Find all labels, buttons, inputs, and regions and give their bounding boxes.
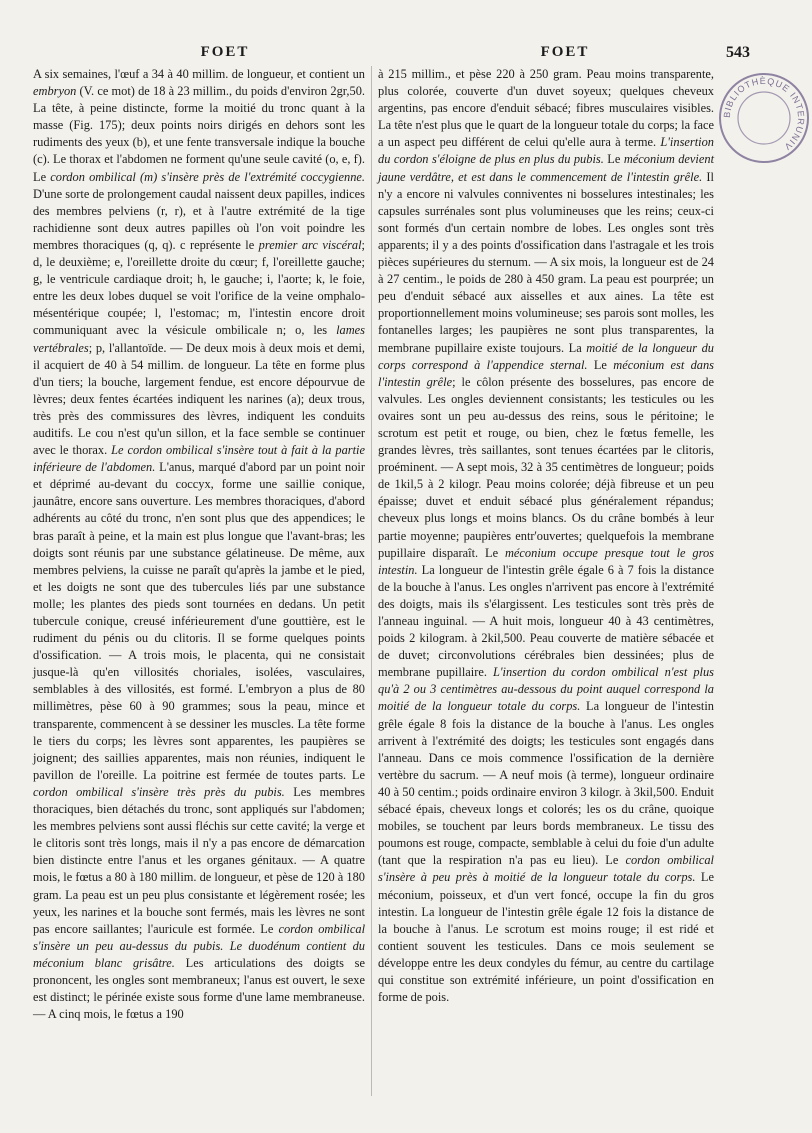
right-paragraph — [378, 66, 714, 1006]
text-run: ; p, l'allantoïde. — De deux mois à deux mois et demi, il acquiert de 40 à 54 millim. de longueur. La tête en forme plus d'un tiers; la bouche, largement fendue, est encore dépourvue de lèvres; deux fentes écartées indiquent les narines (a); deux trous, très près des commissures des lèvres, indiquent les conduits auditifs. Le cou n'est qu'un sillon, et la face semble se continuer avec le thorax. — [33, 340, 365, 458]
text-run: D'une sorte de prolongement caudal naissent deux papilles, indices des membres pelviens (r, r), et à l'autre extrémité de la tige rachidienne sont deux autres papilles où l'on voit poindre les membres thoraciques (q, q). c représente le — [33, 186, 365, 252]
emphasis-run: méconium occupe presque tout le gros intestin. — [378, 545, 714, 577]
text-run: à 215 millim., et pèse 220 à 250 gram. Peau moins transparente, plus colorée, couverte d'un duvet soyeux; quelques cheveux argentins, pas encore d'enduit sébacé; fibres musculaires visibles. La tête n'est plus que le quart de la longueur totale du corps; la face a un aspect peu différent de celui qu'elle aura à terme. — [378, 67, 714, 150]
text-run: ; le côlon présente des bosselures, pas encore de valvules. Les ongles deviennent consistants; les testicules ou les ovaires sont un peu au-dessus des reins, sous le péritoine; le scrotum est petit et rouge, ou bien, chez le fœtus femelle, les grandes lèvres, très saillantes, sont tenues écartées par le clitoris, proéminent. — A sept mois, 32 à 35 centimètres de longueur; poids de 1kil,5 à 2 kilogr. Peau moins colorée; déjà fibreuse et un peu épaisse; duvet et enduit sébacé plus généralement répandus; cheveux plus longs et moins blancs. Os du crâne bombés à leur partie moyenne; paupières entr'ouvertes; quelquefois la membrane pupillaire disparaît. Le — [378, 374, 714, 560]
emphasis-run: méconium est dans l'intestin grêle — [378, 357, 714, 389]
text-run: Le — [603, 152, 624, 167]
text-run: La longueur de l'intestin grêle égale 6 à 7 fois la distance de la bouche à l'anus. Les ongles n'arrivent pas encore à l'extrémité des doigts, mais ils s'élargissent. Les testicules sont très près de l'anneau inguinal. — A huit mois, longueur 40 à 43 centimètres, poids 2 kilogram. à 2kil,500. Peau couverte de matière sébacée et de duvet; circonvolutions cérébrales bien dessinées; plus de membrane pupillaire. — [378, 562, 714, 680]
column-divider — [371, 66, 372, 1096]
page-number: 543 — [726, 44, 750, 61]
text-run: (V. ce mot) de 18 à 23 millim., du poids d'environ 2gr,50. La tête, à peine distincte, forme la moitié du tronc quant à la masse (Fig. 175); deux points noirs dirigés en dehors sont les rudiments des yeux (b), et une fente transversale indique la bouche (c). Le thorax et l'abdomen ne forment qu'une seule cavité (o, e, f). Le — [33, 84, 365, 184]
emphasis-run: cordon ombilical s'insère un peu au-dessus du pubis. Le duodénum contient du méconium blanc grisâtre. — [33, 921, 366, 970]
running-head-left: FOET — [200, 44, 250, 60]
emphasis-run: Le cordon ombilical s'insère tout à fait à la partie inférieure de l'abdomen. — [33, 443, 365, 475]
left-paragraph — [33, 66, 365, 1023]
text-run: Les membres thoraciques, bien détachés du tronc, sont appliqués sur l'abdomen; les membres pelviens sont aussi fléchis sur cette cavité; la verge et le clitoris sont très longs, mais il n'y a pas encore de démarcation bien distincte entre l'anus et les organes génitaux. — A quatre mois, le fœtus a 80 à 180 millim. de longueur, et pèse de 120 à 180 gram. La peau est un peu plus consistante et légèrement rosée; les yeux, les narines et la bouche sont fermés, mais les lèvres ne sont pas encore saillantes; l'auricule est formée. Le — [33, 784, 365, 936]
text-run: Le — [587, 357, 614, 372]
text-run: La longueur de l'intestin grêle égale 8 fois la distance de la bouche à l'anus. Les ongles arrivent à l'extrémité des doigts; les testicules sont engagés dans l'anneau. Dans ce mois commence l'ossification de la dernière vertèbre du sacrum. — A neuf mois (à terme), longueur ordinaire 40 à 50 centim.; poids ordinaire environ 3 kilogr. à 3kil,500. Enduit sébacé épais, cheveux longs et colorés; les os du crâne, quoique mobiles, se touchent par leurs bords membraneux. Le tissu des poumons est rouge, compacte, semblable à celui du foie d'un adulte (tant que la respiration n'a pas eu lieu). Le — [378, 699, 715, 868]
text-run: ; d, le deuxième; e, l'oreillette droite du cœur; f, l'oreillette gauche; g, le ventricule cardiaque droit; h, le gauche; i, l'aorte; k, le foie, entre les deux lobes duquel se voit l'orifice de la veine omphalo-mésentérique coupée; l, l'estomac; m, l'intestin encore droit communiquant avec la vésicule ombilicale n; o, les — [33, 237, 365, 338]
emphasis-run: cordon ombilical s'insère à peu près à moitié de la longueur totale du corps. — [378, 853, 715, 885]
left-column — [33, 66, 365, 1106]
text-run: L'anus, marqué d'abord par un point noir et déprimé au-devant du coccyx, forme une saillie conique, jaunâtre, encore sans ouverture. Les membres thoraciques, d'abord adhérents au côté du tronc, n'en sont plus que des appendices; le bras paraît à peine, et la main est plus longue que l'avant-bras; les doigts sont réunis par une substance gélatineuse. De même, aux membres pelviens, la cuisse ne paraît qu'après la jambe et le pied, et les doigts ne sont que des tubercules liés par une substance molle; les plantes des pieds sont tournées en dedans. Un petit tubercule conique, creusé inférieurement d'une gouttière, est le rudiment du pénis ou du clitoris. Il se forme quelques points d'ossification. — A trois mois, le placenta, qui ne consistait jusque-là qu'en villosités choriales, isolées, vasculaires, semblables à des villosités, est formé. L'embryon a plus de 80 millimètres, pèse 60 à 90 grammes; sous la peau, mince et transparente, commencent à se dessiner les muscles. La tête forme le tiers du corps; les lèvres sont apparentes, les paupières se joignent; des saillies apparentes, mais non réunies, indiquent le pavillon de l'oreille. La poitrine est fermée de toutes parts. Le — [33, 460, 366, 782]
emphasis-run: cordon ombilical (m) s'insère près de l'extrémité coccygienne. — [50, 169, 365, 184]
emphasis-run: lames vertébrales — [33, 323, 365, 355]
emphasis-run: embryon — [33, 84, 77, 99]
library-stamp — [716, 70, 812, 166]
right-column — [378, 66, 714, 1106]
running-head-right: FOET — [540, 44, 590, 60]
emphasis-run: méconium devient jaune verdâtre, et est dans le commencement de l'intestin grêle. — [378, 152, 715, 184]
text-run: Le méconium, poisseux, et d'un vert foncé, occupe la fin du gros intestin. La longueur de l'intestin grêle égale 12 fois la distance de la bouche à l'anus. Le scrotum est moins rouge; il est ridé et contient souvent les testicules. Dans ce mois seulement se développe entre les deux condyles du fémur, au centre du cartilage qui constitue son extrémité inférieure, un point d'ossification en forme de pois. — [378, 870, 714, 1005]
stamp-text: BIBLIOTHÈQUE INTERUNIV — [721, 75, 807, 153]
emphasis-run: cordon ombilical s'insère très près du pubis. — [33, 784, 285, 799]
emphasis-run: L'insertion du cordon s'éloigne de plus en plus du pubis. — [378, 135, 714, 167]
text-run: Il n'y a encore ni valvules conniventes ni bosselures intestinales; les capsules surrénales sont plus volumineuses que les reins; ceux-ci sont formés d'un certain nombre de lobes. Les ongles sont très apparents; il y a des points d'ossification dans l'astragale et les trois pièces supérieures du sternum. — A six mois, la longueur est de 24 à 27 centim., le poids de 280 à 450 gram. La peau est pourprée; un peu d'enduit sébacé aux aisselles et aux aines. La tête est proportionnellement moins volumineuse; ses parois sont molles, les fontanelles larges; les paupières ne sont plus transparentes, la membrane pupillaire existe toujours. La — [378, 169, 714, 355]
text-run: A six semaines, l'œuf a 34 à 40 millim. de longueur, et contient un — [33, 67, 365, 81]
emphasis-run: L'insertion du cordon ombilical n'est plus qu'à 2 ou 3 centimètres au-dessous du point auquel correspond la moitié de la longueur totale du corps. — [378, 665, 714, 714]
svg-text:BIBLIOTHÈQUE INTERUNIV — [722, 76, 806, 152]
emphasis-run: moitié de la longueur du corps correspond à l'appendice sternal. — [378, 340, 714, 372]
emphasis-run: premier arc viscéral — [258, 237, 362, 252]
text-run: Les articulations des doigts se prononcent, les ongles sont membraneux; l'anus est ouvert, le sexe est distinct; le périnée existe sous forme d'une lame membraneuse. — A cinq mois, le fœtus a 190 — [33, 955, 365, 1022]
